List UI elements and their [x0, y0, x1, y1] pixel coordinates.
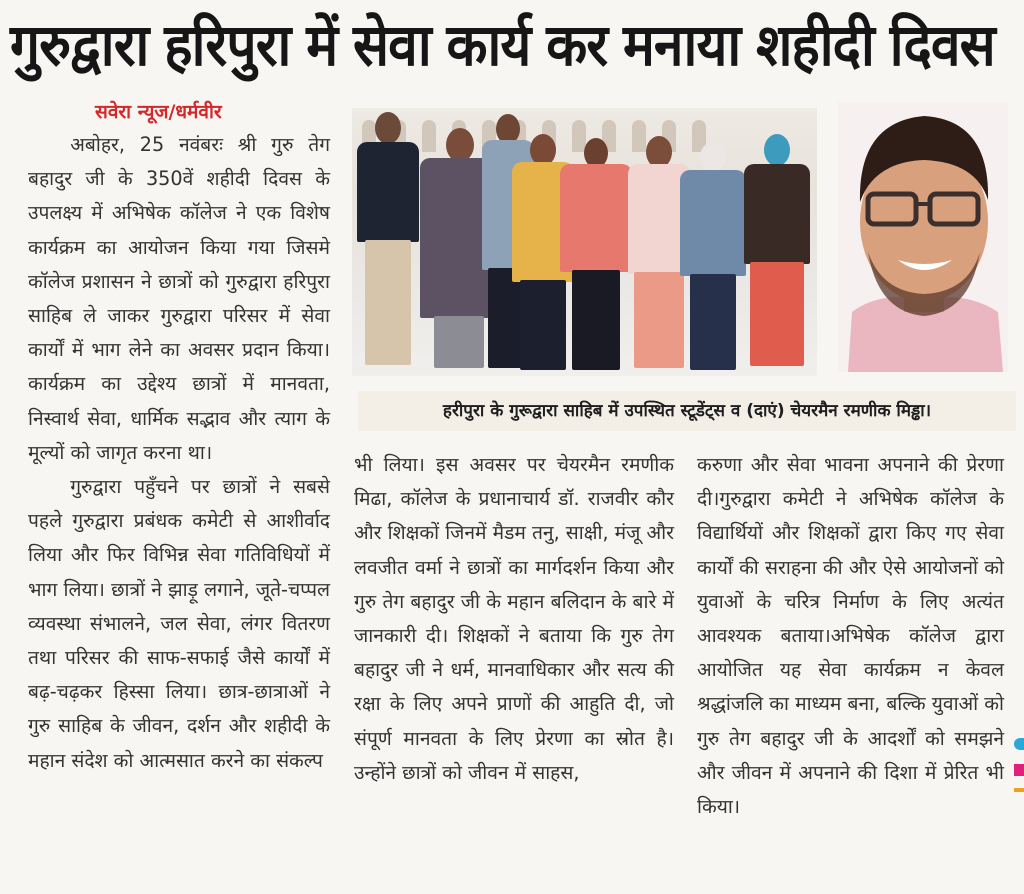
group-photo: [352, 108, 817, 376]
portrait-photo: [838, 102, 1008, 372]
photo-caption: हरीपुरा के गुरूद्वारा साहिब में उपस्थित स्टूडेंट्स व (दाएं) चेयरमैन रमणीक मिड्ढा।: [358, 391, 1016, 431]
headline: गुरुद्वारा हरिपुरा में सेवा कार्य कर मनाया शहीदी दिवस: [10, 11, 995, 79]
person: [560, 138, 632, 372]
article-column-1: [28, 128, 330, 778]
edge-color-mark: [1014, 738, 1024, 750]
article-column-3: [697, 448, 1004, 824]
paragraph: अबोहर, 25 नवंबरः श्री गुरु तेग बहादुर जी के 350वें शहीदी दिवस के उपलक्ष्य में अभिषेक कॉलेज ने एक विशेष कार्यक्रम का आयोजन किया गया जिसमे कॉलेज प्रशासन ने छात्रों को गुरुद्वारा हरिपुरा साहिब ले जाकर गुरुद्वारा परिसर में सेवा कार्यों में भाग लेने का अवसर प्रदान किया। कार्यक्रम का उद्देश्य छात्रों में मानवता, निस्वार्थ सेवा, धार्मिक सद्भाव और त्याग के मूल्यों को जागृत करना था।: [28, 133, 330, 464]
edge-color-mark: [1014, 788, 1024, 792]
byline: सवेरा न्यूज/धर्मवीर: [95, 101, 222, 123]
person: [680, 142, 746, 372]
paragraph: गुरुद्वारा पहुँचने पर छात्रों ने सबसे पहले गुरुद्वारा प्रबंधक कमेटी से आशीर्वाद लिया और फिर विभिन्न सेवा गतिविधियों में भाग लिया। छात्रों ने झाड़ू लगाने, जूते-चप्पल व्यवस्था संभालने, जल सेवा, लंगर वितरण तथा परिसर की साफ-सफाई जैसे कार्यों में बढ़-चढ़कर हिस्सा लिया। छात्र-छात्राओं ने गुरु साहिब के जीवन, दर्शन और शहीदी के महान संदेश को आत्मसात करने का संकल्प: [28, 475, 330, 772]
edge-color-mark: [1014, 764, 1024, 776]
portrait-illustration: [838, 102, 1008, 372]
person: [744, 134, 810, 372]
person: [357, 112, 419, 372]
paragraph: भी लिया। इस अवसर पर चेयरमैन रमणीक मिढा, कॉलेज के प्रधानाचार्य डॉ. राजवीर कौर और शिक्षकों जिनमें मैडम तनु, साक्षी, मंजू और लवजीत वर्मा ने छात्रों का मार्गदर्शन किया और गुरु तेग बहादुर जी के महान बलिदान के बारे में जानकारी दी। शिक्षकों ने बताया कि गुरु तेग बहादुर जी ने धर्म, मानवाधिकार और सत्य की रक्षा के लिए अपने प्राणों की आहुति दी, जो संपूर्ण मानवता के लिए प्रेरणा का स्रोत है। उन्होंने छात्रों को जीवन में साहस,: [354, 453, 674, 784]
article-column-2: [354, 448, 674, 790]
paragraph: करुणा और सेवा भावना अपनाने की प्रेरणा दी।गुरुद्वारा कमेटी ने अभिषेक कॉलेज के विद्यार्थियों और शिक्षकों द्वारा किए गए सेवा कार्यों की सराहना की और ऐसे आयोजनों को युवाओं के चरित्र निर्माण के लिए अत्यंत आवश्यक बताया।अभिषेक कॉलेज द्वारा आयोजित यह सेवा कार्यक्रम न केवल श्रद्धांजलि का माध्यम बना, बल्कि युवाओं को गुरु तेग बहादुर जी के आदर्शों को समझने और जीवन में अपनाने की दिशा में प्रेरित भी किया।: [697, 453, 1004, 819]
